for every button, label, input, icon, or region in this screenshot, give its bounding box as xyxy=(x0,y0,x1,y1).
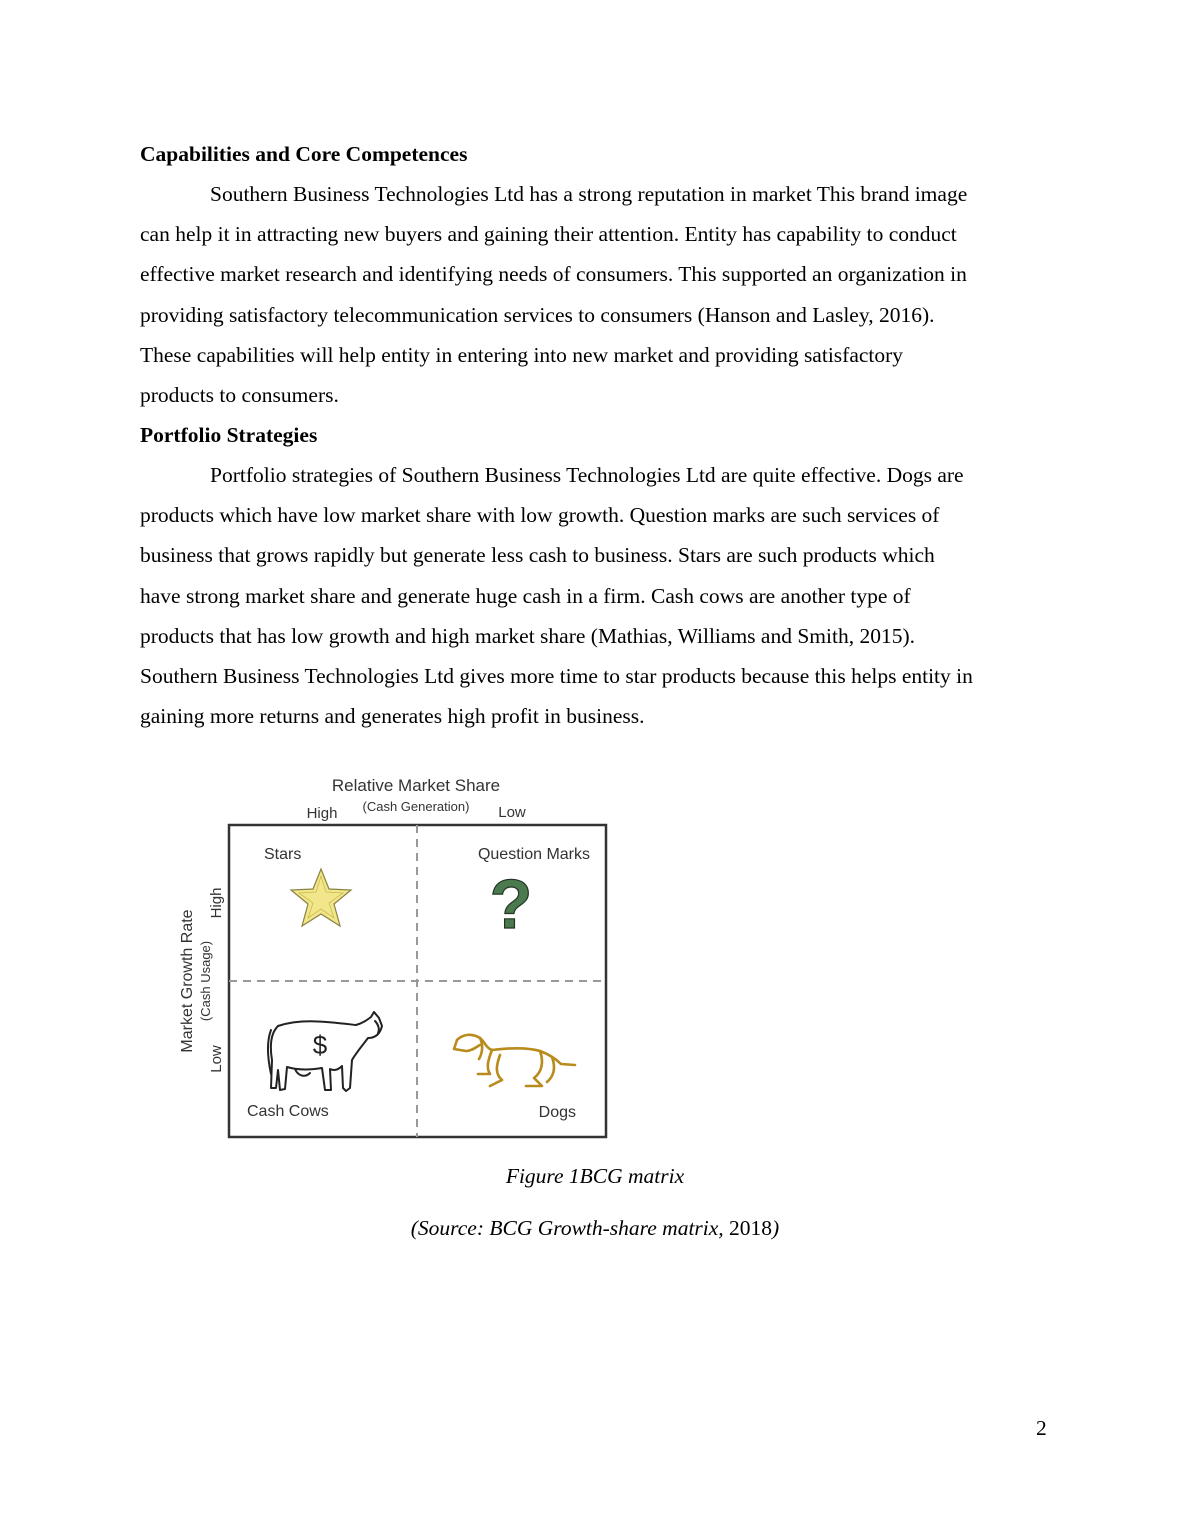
paragraph-line: providing satisfactory telecommunication services to consumers (Hanson and Lasley, 2016). xyxy=(140,302,935,327)
relative-market-share-label: Relative Market Share xyxy=(331,776,501,795)
cash-generation-label: (Cash Generation) xyxy=(362,799,470,814)
top-low-label: Low xyxy=(498,804,526,821)
paragraph-line: can help it in attracting new buyers and gaining their attention. Entity has capability to conduct xyxy=(140,222,957,247)
figure-source-prefix: (Source: BCG Growth-share matrix, xyxy=(410,1216,724,1240)
side-high-label: High xyxy=(208,887,225,919)
page-number: 2 xyxy=(1036,1416,1047,1440)
figure-source xyxy=(0,1216,1190,1241)
cash-usage-label: (Cash Usage) xyxy=(198,940,213,1022)
figure-source-year: 2018 xyxy=(723,1216,773,1240)
bcg-matrix-figure xyxy=(170,768,620,1146)
dogs-label: Dogs xyxy=(538,1104,576,1121)
paragraph-line: business that grows rapidly but generate less cash to business. Stars are such products which xyxy=(140,543,935,568)
paragraph-portfolio xyxy=(140,455,1060,736)
paragraph-line: have strong market share and generate huge cash in a firm. Cash cows are another type of xyxy=(140,583,911,608)
paragraph-line: Portfolio strategies of Southern Business Technologies Ltd are quite effective. Dogs are xyxy=(210,463,964,487)
paragraph-line: gaining more returns and generates high profit in business. xyxy=(140,704,645,729)
paragraph-line: These capabilities will help entity in entering into new market and providing satisfactory xyxy=(140,342,904,367)
paragraph-line: products which have low market share with low growth. Question marks are such services of xyxy=(140,503,940,528)
paragraph-line: Southern Business Technologies Ltd gives more time to star products because this helps entity in xyxy=(140,664,973,689)
question-marks-label: Question Marks xyxy=(477,846,590,863)
figure-source-suffix: ) xyxy=(772,1216,780,1240)
paragraph-line: effective market research and identifying needs of consumers. This supported an organization in xyxy=(140,262,967,287)
section-heading-capabilities: Capabilities and Core Competences xyxy=(140,142,468,166)
market-growth-rate-label: Market Growth Rate xyxy=(179,909,196,1053)
figure-caption: Figure 1BCG matrix xyxy=(505,1164,685,1188)
section-heading-portfolio: Portfolio Strategies xyxy=(140,423,318,447)
paragraph-line: products that has low growth and high market share (Mathias, Williams and Smith, 2015). xyxy=(140,623,915,648)
top-high-label: High xyxy=(306,805,338,822)
cash-cows-label: Cash Cows xyxy=(247,1103,329,1120)
side-low-label: Low xyxy=(208,1045,225,1073)
paragraph-line: Southern Business Technologies Ltd has a strong reputation in market This brand image xyxy=(210,182,968,206)
dollar-sign-icon: $ xyxy=(312,1030,328,1060)
stars-label: Stars xyxy=(264,846,302,863)
question-mark-icon: ? xyxy=(489,865,533,943)
paragraph-capabilities xyxy=(140,174,1060,415)
paragraph-line: products to consumers. xyxy=(140,383,339,408)
